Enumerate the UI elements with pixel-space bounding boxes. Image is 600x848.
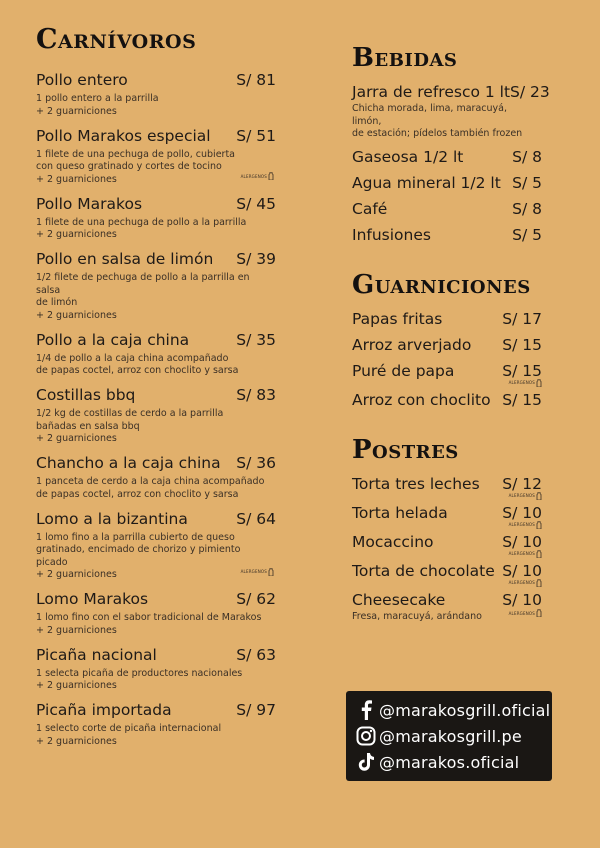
description-line: 1 lomo fino a la parrilla cubierto de queso: [36, 531, 235, 543]
description-line: 1 filete de una pechuga de pollo, cubierta: [36, 148, 235, 160]
menu-item-name: Papas fritas: [352, 309, 443, 328]
menu-item-price: S/ 15: [502, 335, 542, 354]
menu-item-description: [36, 149, 271, 187]
allergen-badge: [241, 568, 274, 576]
menu-item-description: [352, 103, 537, 141]
bottle-icon: [536, 579, 542, 587]
menu-item-name: Pollo entero: [36, 71, 128, 89]
menu-item-name: Pollo a la caja china: [36, 330, 190, 349]
description-line: 1 panceta de cerdo a la caja china acompañado: [36, 476, 265, 487]
menu-item-name: Arroz con choclito: [352, 390, 491, 409]
menu-item-row: [352, 561, 542, 581]
allergen-badge: [509, 379, 542, 387]
right-column: [352, 0, 552, 632]
menu-item-name: Café: [352, 199, 388, 218]
menu-item-description: [36, 408, 271, 446]
facebook-handle: @marakosgrill.oficial: [379, 700, 551, 720]
allergen-label: ALERGENOS: [240, 173, 267, 179]
description-line: 1/2 kg de costillas de cerdo a la parrilla: [36, 408, 224, 419]
bebidas-section: [352, 42, 552, 245]
menu-item-row: [352, 225, 542, 245]
bottle-icon: [536, 521, 542, 529]
menu-item: [352, 147, 552, 167]
menu-item-row: [36, 126, 276, 146]
allergen-badge: [509, 550, 542, 558]
menu-item-row: [352, 503, 542, 523]
bottle-icon: [268, 172, 274, 180]
menu-item-price: S/ 15: [502, 361, 542, 380]
menu-item: [352, 82, 552, 141]
menu-item-row: [36, 645, 276, 665]
allergen-badge: [241, 172, 274, 180]
section-title-guarniciones: Guarniciones: [352, 269, 531, 300]
description-line: + 2 guarniciones: [36, 229, 117, 240]
section-title-carnivoros: Carnívoros: [36, 24, 197, 55]
menu-item-price: S/ 10: [502, 503, 542, 522]
menu-item-description: [36, 93, 271, 118]
menu-item: [352, 561, 552, 585]
allergen-badge: [509, 609, 542, 617]
menu-item-price: S/ 81: [236, 71, 276, 89]
bottle-icon: [536, 609, 542, 617]
carnivoros-section: [36, 0, 286, 756]
bottle-icon: [536, 550, 542, 558]
menu-item-price: S/ 97: [236, 701, 276, 719]
description-line: 1 lomo fino con el sabor tradicional de Marakos: [36, 612, 262, 623]
description-line: 1 pollo entero a la parrilla: [36, 93, 159, 104]
menu-item-price: S/ 36: [236, 454, 276, 472]
menu-item-name: Picaña nacional: [36, 645, 157, 664]
menu-item: [36, 509, 286, 582]
menu-item-name: Torta de chocolate: [352, 561, 495, 580]
tiktok-icon: [356, 752, 376, 772]
menu-item-price: S/ 63: [236, 645, 276, 664]
description-line: + 2 guarniciones: [36, 735, 117, 747]
social-instagram[interactable]: [356, 723, 552, 749]
description-line: 1 selecta picaña de productores nacionales: [36, 667, 243, 679]
menu-item: [36, 249, 286, 322]
bottle-icon: [536, 521, 542, 529]
menu-item: [36, 453, 286, 501]
menu-item-row: [36, 700, 276, 720]
menu-item-row: [36, 589, 276, 609]
menu-item-row: [352, 390, 542, 410]
menu-item-price: S/ 17: [502, 309, 542, 328]
bottle-icon: [536, 379, 542, 387]
guarniciones-section: [352, 269, 552, 410]
menu-item-row: [36, 509, 276, 529]
description-line: + 2 guarniciones: [36, 569, 117, 580]
allergen-label: ALERGENOS: [508, 380, 535, 385]
menu-item-price: S/ 64: [236, 509, 276, 528]
menu-item-price: S/ 8: [512, 199, 542, 218]
description-line: con queso gratinado y cortes de tocino: [36, 161, 222, 172]
description-line: + 2 guarniciones: [36, 624, 117, 636]
menu-item: [352, 474, 552, 498]
description-line: de papas coctel, arroz con choclito y sarsa: [36, 365, 239, 376]
bebidas-list: [352, 82, 552, 245]
description-line: bañadas en salsa bbq: [36, 420, 140, 432]
bottle-icon: [536, 492, 542, 500]
menu-item-description: [36, 723, 271, 748]
menu-item-row: [352, 532, 542, 552]
menu-item-row: [352, 335, 542, 355]
menu-item-name: Puré de papa: [352, 361, 455, 380]
description-line: 1/4 de pollo a la caja china acompañado: [36, 352, 229, 364]
menu-item: [352, 590, 552, 624]
description-line: 1/2 filete de pechuga de pollo a la parrilla en salsa: [36, 272, 250, 296]
menu-item: [36, 70, 286, 118]
description-line: gratinado, encimado de chorizo y pimiento picado: [36, 544, 241, 568]
social-facebook[interactable]: [356, 697, 552, 723]
menu-item-price: S/ 10: [502, 590, 542, 609]
description-line: Chicha morada, lima, maracuyá, limón,: [352, 103, 507, 127]
menu-item-description: [36, 217, 271, 242]
menu-item-row: [36, 249, 276, 269]
menu-item-row: [36, 385, 276, 405]
menu-item-name: Pollo Marakos: [36, 194, 143, 213]
bottle-icon: [268, 568, 274, 576]
bottle-icon: [536, 609, 542, 617]
menu-item-row: [36, 70, 276, 90]
section-title-postres: Postres: [352, 434, 459, 465]
menu-item-price: S/ 12: [502, 474, 542, 493]
bottle-icon: [268, 172, 274, 180]
menu-item-row: [352, 590, 542, 610]
menu-item: [352, 173, 552, 193]
menu-item: [352, 309, 552, 329]
description-line: + 2 guarniciones: [36, 173, 117, 185]
menu-item-price: S/ 62: [236, 590, 276, 608]
menu-item-price: S/ 8: [512, 147, 542, 166]
menu-item: [36, 385, 286, 446]
menu-item-name: Torta helada: [352, 503, 448, 522]
bottle-icon: [536, 492, 542, 500]
menu-item-price: S/ 35: [236, 330, 276, 349]
carnivoros-list: [36, 70, 286, 748]
menu-item-name: Mocaccino: [352, 532, 434, 551]
postres-list: [352, 474, 552, 624]
description-line: + 2 guarniciones: [36, 433, 117, 444]
menu-item-price: S/ 5: [512, 173, 542, 192]
description-line: de limón: [36, 297, 78, 308]
allergen-label: ALERGENOS: [240, 569, 267, 574]
postres-section: [352, 434, 552, 624]
guarniciones-list: [352, 309, 552, 410]
menu-item-row: [352, 361, 542, 381]
menu-item: [36, 126, 286, 187]
allergen-badge: [509, 579, 542, 587]
allergen-label: ALERGENOS: [508, 610, 535, 616]
instagram-icon: [356, 726, 376, 746]
menu-item-row: [36, 330, 276, 350]
menu-item-description: [36, 272, 271, 322]
menu-item-price: S/ 45: [236, 194, 276, 213]
menu-item-price: S/ 5: [512, 225, 542, 244]
menu-item-description: [36, 353, 271, 378]
menu-item-description: [36, 476, 271, 501]
allergen-label: ALERGENOS: [508, 522, 535, 527]
description-line: 1 filete de una pechuga de pollo a la parrilla: [36, 216, 247, 228]
facebook-icon: [356, 700, 376, 720]
allergen-label: ALERGENOS: [508, 493, 535, 498]
menu-item: [352, 199, 552, 219]
menu-item-price: S/ 10: [502, 532, 542, 551]
menu-item: [352, 532, 552, 556]
menu-item-name: Infusiones: [352, 225, 431, 244]
menu-item-row: [352, 82, 550, 102]
allergen-badge: [509, 521, 542, 529]
description-line: + 2 guarniciones: [36, 680, 117, 691]
menu-item-row: [36, 453, 276, 473]
menu-item-row: [352, 173, 542, 193]
description-line: 1 selecto corte de picaña internacional: [36, 723, 222, 734]
bottle-icon: [536, 579, 542, 587]
menu-item: [352, 225, 552, 245]
menu-item: [352, 503, 552, 527]
menu-item-name: Agua mineral 1/2 lt: [352, 173, 501, 192]
menu-item-price: S/ 51: [236, 126, 276, 145]
menu-item-name: Lomo Marakos: [36, 590, 149, 608]
menu-item-row: [352, 199, 542, 219]
menu-item: [36, 330, 286, 378]
menu-item: [36, 645, 286, 693]
menu-item-name: Picaña importada: [36, 701, 172, 719]
menu-item-description: [36, 612, 271, 637]
menu-item-name: Cheesecake: [352, 590, 446, 609]
menu-item-name: Torta tres leches: [352, 474, 480, 493]
menu-item-row: [352, 309, 542, 329]
description-line: + 2 guarniciones: [36, 309, 117, 321]
menu-item-row: [36, 194, 276, 214]
bottle-icon: [536, 550, 542, 558]
menu-item-name: Arroz arverjado: [352, 335, 472, 354]
menu-item: [36, 194, 286, 242]
description-line: + 2 guarniciones: [36, 105, 117, 117]
menu-item-price: S/ 15: [502, 390, 542, 409]
menu-item-name: Lomo a la bizantina: [36, 509, 188, 528]
menu-item-name: Chancho a la caja china: [36, 454, 221, 472]
description-line: de estación; pídelos también frozen: [352, 128, 523, 139]
menu-item: [352, 335, 552, 355]
menu-item: [352, 390, 552, 410]
allergen-label: ALERGENOS: [508, 551, 535, 556]
menu-item: [352, 361, 552, 385]
menu-item-description: [36, 668, 271, 693]
menu-item-name: Pollo Marakos especial: [36, 126, 211, 145]
allergen-label: ALERGENOS: [508, 580, 535, 585]
social-tiktok[interactable]: [356, 749, 552, 775]
menu-item-row: [352, 474, 542, 494]
menu-item-description: [36, 532, 271, 582]
menu-item-name: Gaseosa 1/2 lt: [352, 147, 464, 166]
description-line: de papas coctel, arroz con choclito y sarsa: [36, 488, 239, 500]
menu-item-name: Jarra de refresco 1 lt: [352, 83, 511, 101]
menu-item-price: S/ 39: [236, 250, 276, 268]
social-media-box: [346, 691, 552, 781]
menu-item-price: S/ 83: [236, 386, 276, 404]
menu-item-price: S/ 10: [502, 561, 542, 580]
menu-item: [36, 700, 286, 748]
section-title-bebidas: Bebidas: [352, 43, 458, 73]
instagram-handle: @marakosgrill.pe: [379, 726, 522, 746]
bottle-icon: [536, 379, 542, 387]
menu-item-name: Pollo en salsa de limón: [36, 250, 214, 268]
menu-item: [36, 589, 286, 637]
allergen-badge: [509, 492, 542, 500]
description-line: Fresa, maracuyá, arándano: [352, 610, 482, 622]
bottle-icon: [268, 568, 274, 576]
tiktok-handle: @marakos.oficial: [379, 752, 520, 772]
menu-item-row: [352, 147, 542, 167]
menu-item-name: Costillas bbq: [36, 386, 136, 404]
menu-item-price: S/ 23: [510, 83, 550, 101]
